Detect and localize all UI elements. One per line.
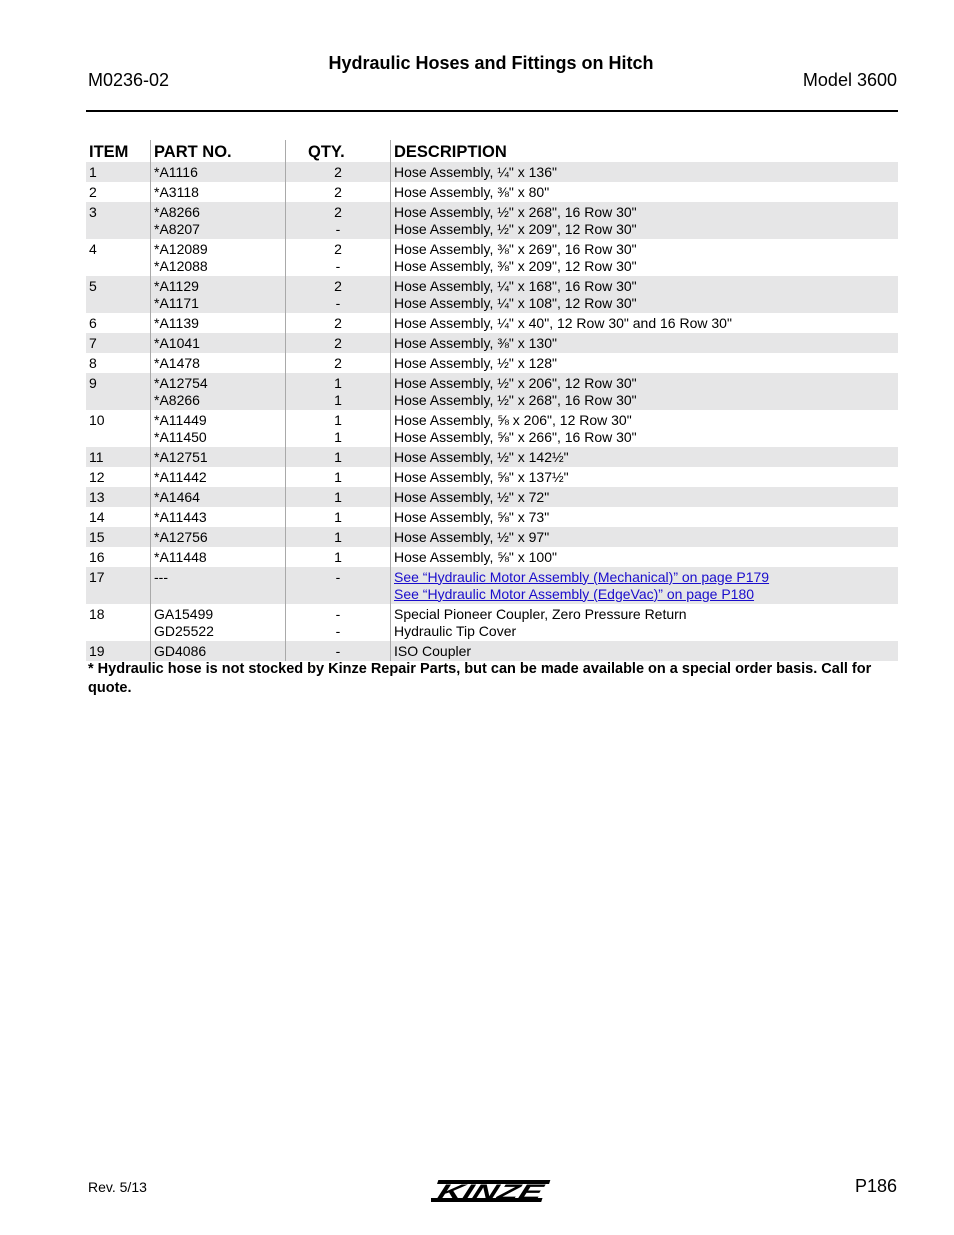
table-row bbox=[86, 447, 898, 467]
description-cell bbox=[391, 604, 899, 641]
part-number-cell bbox=[151, 239, 286, 276]
table-row bbox=[86, 604, 898, 641]
quantity-cell bbox=[286, 202, 391, 239]
quantity: - bbox=[335, 605, 341, 622]
quantity: 1 bbox=[334, 428, 342, 445]
description-cell bbox=[391, 202, 899, 239]
page-number: P186 bbox=[854, 1176, 897, 1196]
item-number: 7 bbox=[86, 333, 151, 353]
description-cell bbox=[391, 162, 899, 182]
description: Hose Assembly, ½" x 268", 16 Row 30" bbox=[394, 203, 637, 220]
description: Hose Assembly, ½" x 72" bbox=[394, 488, 550, 505]
description: Hose Assembly, ⅜" x 130" bbox=[394, 334, 557, 351]
part-number-cell bbox=[151, 276, 286, 313]
part-number: GD25522 bbox=[154, 622, 214, 639]
item-number: 16 bbox=[89, 548, 105, 565]
description-cell bbox=[391, 641, 899, 661]
quantity-cell bbox=[286, 604, 391, 641]
description: Hose Assembly, ½" x 142½" bbox=[394, 448, 569, 465]
table-row bbox=[86, 276, 898, 313]
quantity: 2 bbox=[334, 314, 342, 331]
table-header-row bbox=[86, 140, 898, 162]
item-number: 18 bbox=[89, 605, 105, 622]
description: Hose Assembly, ½" x 128" bbox=[394, 354, 557, 371]
item-number: 17 bbox=[86, 567, 151, 604]
description-cell bbox=[391, 353, 899, 373]
part-number-cell bbox=[151, 604, 286, 641]
part-number-cell bbox=[151, 410, 286, 447]
item-number: 12 bbox=[89, 468, 105, 485]
quantity: 2 bbox=[334, 203, 342, 220]
quantity: 1 bbox=[334, 488, 342, 505]
description-cell bbox=[391, 547, 899, 567]
table-row bbox=[86, 527, 898, 547]
description-cell bbox=[391, 447, 899, 467]
part-number-cell bbox=[151, 527, 286, 547]
part-number: *A12088 bbox=[154, 257, 208, 274]
part-number-cell bbox=[151, 507, 286, 527]
quantity: - bbox=[335, 622, 341, 639]
part-number-cell bbox=[151, 487, 286, 507]
part-number-cell bbox=[151, 567, 286, 604]
model-label: Model 3600 bbox=[802, 70, 897, 90]
page-title: Hydraulic Hoses and Fittings on Hitch bbox=[328, 53, 654, 73]
quantity-cell bbox=[286, 467, 391, 487]
part-number-cell bbox=[151, 447, 286, 467]
part-number: *A3118 bbox=[154, 183, 199, 200]
table-row bbox=[86, 467, 898, 487]
table-row bbox=[86, 487, 898, 507]
part-number-cell bbox=[151, 202, 286, 239]
description: Hose Assembly, ¼" x 108", 12 Row 30" bbox=[394, 294, 637, 311]
description: Hose Assembly, ½" x 206", 12 Row 30" bbox=[394, 374, 637, 391]
description: ISO Coupler bbox=[394, 642, 472, 659]
quantity: 2 bbox=[334, 277, 342, 294]
svg-text:KINZE: KINZE bbox=[434, 1180, 506, 1204]
quantity: 2 bbox=[334, 163, 342, 180]
revision-label: Rev. 5/13 bbox=[88, 1179, 147, 1195]
item-number: 8 bbox=[89, 354, 97, 371]
part-number: *A1478 bbox=[154, 354, 200, 371]
part-number: *A12754 bbox=[154, 374, 208, 391]
part-number-cell bbox=[151, 182, 286, 202]
doc-id: M0236-02 bbox=[88, 70, 170, 90]
quantity: - bbox=[335, 257, 341, 274]
description-cell bbox=[391, 507, 899, 527]
item-number: 14 bbox=[89, 508, 105, 525]
part-number: *A1041 bbox=[154, 334, 200, 351]
kinze-logo bbox=[431, 1178, 551, 1204]
quantity: - bbox=[335, 294, 341, 311]
description-cell bbox=[391, 313, 899, 333]
quantity: - bbox=[335, 220, 341, 237]
table-row bbox=[86, 333, 898, 353]
part-number: *A12089 bbox=[154, 240, 208, 257]
table-row bbox=[86, 567, 898, 604]
description: Hose Assembly, ⅜" x 80" bbox=[394, 183, 550, 200]
quantity-cell bbox=[286, 547, 391, 567]
cross-reference-link[interactable]: See “Hydraulic Motor Assembly (EdgeVac)” on page P180 bbox=[394, 585, 755, 602]
quantity-cell bbox=[286, 333, 391, 353]
part-number-cell bbox=[151, 353, 286, 373]
part-number-cell bbox=[151, 313, 286, 333]
quantity: 1 bbox=[334, 468, 342, 485]
description: Hose Assembly, ⅝" x 73" bbox=[394, 508, 550, 525]
quantity: 2 bbox=[334, 240, 342, 257]
part-number-cell bbox=[151, 373, 286, 410]
quantity-cell bbox=[286, 641, 391, 661]
part-number: *A1129 bbox=[154, 277, 199, 294]
description-cell bbox=[391, 276, 899, 313]
table-row bbox=[86, 162, 898, 182]
part-number: *A11442 bbox=[154, 468, 207, 485]
part-number: *A11449 bbox=[154, 411, 207, 428]
part-number: GD4086 bbox=[154, 642, 207, 659]
part-number: *A11448 bbox=[154, 548, 207, 565]
quantity: 1 bbox=[334, 411, 342, 428]
part-number: *A1116 bbox=[154, 163, 198, 180]
quantity-cell bbox=[286, 239, 391, 276]
part-number-cell bbox=[151, 641, 286, 661]
quantity-cell bbox=[286, 507, 391, 527]
description: Hose Assembly, ⅝ x 206", 12 Row 30" bbox=[394, 411, 632, 428]
description: Hose Assembly, ½" x 209", 12 Row 30" bbox=[394, 220, 637, 237]
quantity: 2 bbox=[334, 334, 342, 351]
table-row bbox=[86, 202, 898, 239]
header-rule bbox=[86, 110, 898, 112]
part-number: *A1171 bbox=[154, 294, 199, 311]
description: Hose Assembly, ½" x 268", 16 Row 30" bbox=[394, 391, 637, 408]
description: Hose Assembly, ¼" x 168", 16 Row 30" bbox=[394, 277, 637, 294]
quantity: 1 bbox=[334, 548, 342, 565]
item-number: 13 bbox=[86, 487, 151, 507]
quantity: 2 bbox=[334, 183, 342, 200]
quantity-cell bbox=[286, 447, 391, 467]
part-number: *A12756 bbox=[154, 528, 208, 545]
description: Hose Assembly, ⅝" x 137½" bbox=[394, 468, 569, 485]
table-row bbox=[86, 313, 898, 333]
part-number: *A11443 bbox=[154, 508, 207, 525]
quantity: - bbox=[335, 642, 341, 659]
quantity: 1 bbox=[334, 528, 342, 545]
quantity-cell bbox=[286, 276, 391, 313]
part-number-cell bbox=[151, 467, 286, 487]
part-number: *A8266 bbox=[154, 203, 200, 220]
column-header-part-no: PART NO. bbox=[151, 140, 286, 162]
table-row bbox=[86, 641, 898, 661]
cross-reference-link[interactable]: See “Hydraulic Motor Assembly (Mechanical)” on page P179 bbox=[394, 568, 770, 585]
description-cell bbox=[391, 487, 899, 507]
quantity-cell bbox=[286, 182, 391, 202]
table-row bbox=[86, 547, 898, 567]
item-number: 1 bbox=[86, 162, 151, 182]
quantity: 1 bbox=[334, 374, 342, 391]
item-number: 10 bbox=[89, 411, 105, 428]
description-cell bbox=[391, 567, 899, 604]
description-cell bbox=[391, 410, 899, 447]
table-row bbox=[86, 182, 898, 202]
item-number: 15 bbox=[86, 527, 151, 547]
description: Hose Assembly, ⅜" x 209", 12 Row 30" bbox=[394, 257, 637, 274]
description: Hose Assembly, ¼" x 136" bbox=[394, 163, 557, 180]
quantity-cell bbox=[286, 410, 391, 447]
column-header-description: DESCRIPTION bbox=[391, 140, 899, 162]
quantity-cell bbox=[286, 353, 391, 373]
quantity: 1 bbox=[334, 391, 342, 408]
column-header-item: ITEM bbox=[89, 143, 129, 161]
part-number-cell bbox=[151, 333, 286, 353]
quantity-cell bbox=[286, 527, 391, 547]
quantity-cell bbox=[286, 373, 391, 410]
item-number: 4 bbox=[89, 240, 97, 257]
description-cell bbox=[391, 182, 899, 202]
description: Special Pioneer Coupler, Zero Pressure Return bbox=[394, 605, 687, 622]
item-number: 3 bbox=[86, 202, 151, 239]
description-cell bbox=[391, 467, 899, 487]
quantity: - bbox=[335, 568, 341, 585]
table-row bbox=[86, 507, 898, 527]
part-number: --- bbox=[154, 568, 168, 585]
description: Hydraulic Tip Cover bbox=[394, 622, 517, 639]
part-number: *A8207 bbox=[154, 220, 200, 237]
description: Hose Assembly, ½" x 97" bbox=[394, 528, 550, 545]
item-number: 19 bbox=[86, 641, 151, 661]
parts-table-body bbox=[86, 162, 898, 661]
item-number: 6 bbox=[89, 314, 97, 331]
footnote: * Hydraulic hose is not stocked by Kinze Repair Parts, but can be made available on a special order basis. Call for quote. bbox=[88, 661, 872, 696]
quantity-cell bbox=[286, 487, 391, 507]
description: Hose Assembly, ⅝" x 266", 16 Row 30" bbox=[394, 428, 637, 445]
item-number: 11 bbox=[86, 447, 151, 467]
quantity: 2 bbox=[334, 354, 342, 371]
part-number: *A12751 bbox=[154, 448, 208, 465]
quantity: 1 bbox=[334, 448, 342, 465]
table-row bbox=[86, 353, 898, 373]
item-number: 2 bbox=[89, 183, 97, 200]
part-number: *A11450 bbox=[154, 428, 207, 445]
quantity-cell bbox=[286, 313, 391, 333]
quantity-cell bbox=[286, 567, 391, 604]
table-row bbox=[86, 373, 898, 410]
description-cell bbox=[391, 333, 899, 353]
item-number: 5 bbox=[86, 276, 151, 313]
column-header-qty: QTY. bbox=[286, 140, 391, 162]
quantity: 1 bbox=[334, 508, 342, 525]
item-number: 9 bbox=[86, 373, 151, 410]
part-number-cell bbox=[151, 547, 286, 567]
quantity-cell bbox=[286, 162, 391, 182]
parts-table bbox=[86, 140, 898, 661]
table-row bbox=[86, 239, 898, 276]
part-number: *A1464 bbox=[154, 488, 200, 505]
part-number: *A8266 bbox=[154, 391, 200, 408]
description: Hose Assembly, ⅝" x 100" bbox=[394, 548, 557, 565]
description: Hose Assembly, ⅜" x 269", 16 Row 30" bbox=[394, 240, 637, 257]
description: Hose Assembly, ¼" x 40", 12 Row 30" and 16 Row 30" bbox=[394, 314, 732, 331]
part-number: GA15499 bbox=[154, 605, 214, 622]
description-cell bbox=[391, 527, 899, 547]
part-number-cell bbox=[151, 162, 286, 182]
part-number: *A1139 bbox=[154, 314, 199, 331]
table-row bbox=[86, 410, 898, 447]
description-cell bbox=[391, 373, 899, 410]
description-cell bbox=[391, 239, 899, 276]
